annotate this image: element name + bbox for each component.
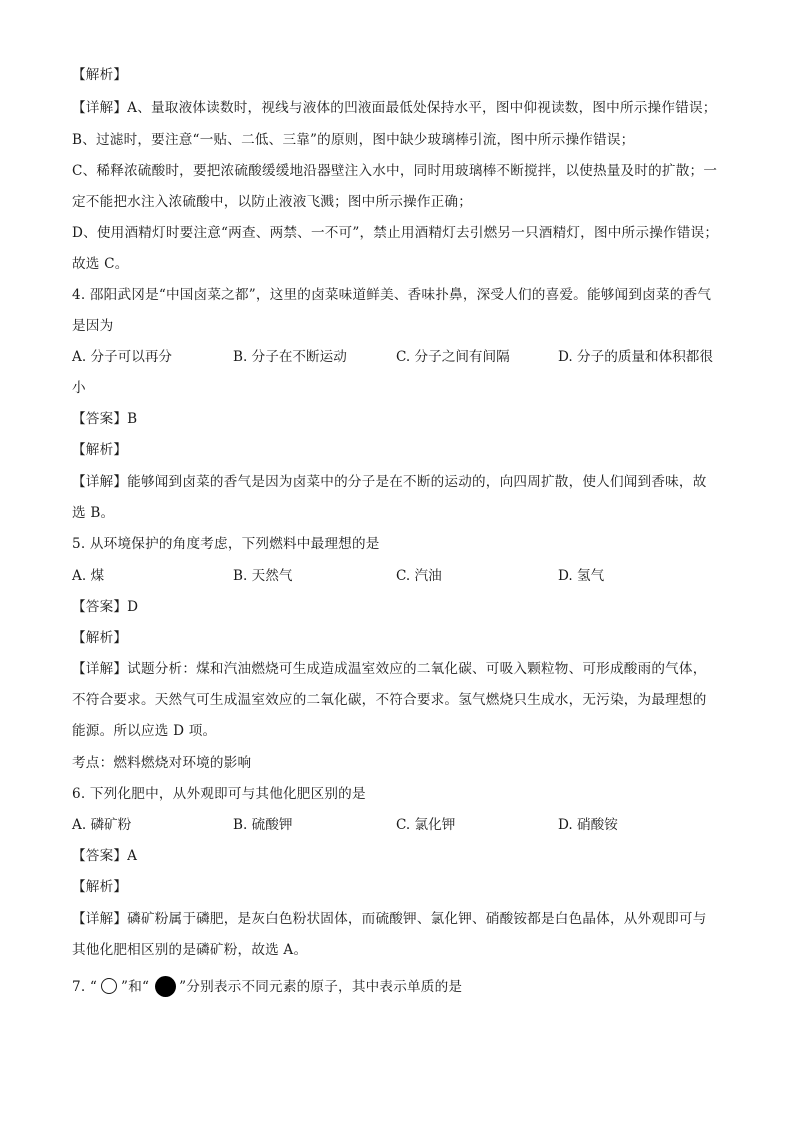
question-6-stem: 6. 下列化肥中，从外观即可与其他化肥区别的是 bbox=[72, 786, 366, 802]
answer-q4: 【答案】B bbox=[72, 411, 138, 427]
q5-option-a: A. 煤 bbox=[72, 568, 105, 584]
answer-q6: 【答案】A bbox=[72, 848, 138, 864]
q5-option-c: C. 汽油 bbox=[396, 568, 442, 584]
detail-q5-cont1: 不符合要求。天然气可生成温室效应的二氧化碳，不符合要求。氢气燃烧只生成水，无污染，为最理想的 bbox=[72, 692, 707, 708]
q7-prefix: 7. “ bbox=[72, 979, 98, 995]
detail-q3-d: D、使用酒精灯时要注意“两查、两禁、一不可”，禁止用酒精灯去引燃另一只酒精灯，图中所示操作错误； bbox=[72, 225, 719, 241]
question-5-stem: 5. 从环境保护的角度考虑，下列燃料中最理想的是 bbox=[72, 536, 380, 552]
analysis-label-q3: 【解析】 bbox=[72, 67, 128, 83]
q4-option-d-cont: 小 bbox=[72, 380, 86, 396]
conclusion-q3: 故选 C。 bbox=[72, 256, 129, 272]
question-4-stem-cont: 是因为 bbox=[72, 318, 114, 334]
q6-option-c: C. 氯化钾 bbox=[396, 817, 456, 833]
q4-option-d: D. 分子的质量和体积都很 bbox=[558, 349, 713, 365]
detail-q3-a: 【详解】A、量取液体读数时，视线与液体的凹液面最低处保持水平，图中仰视读数，图中所示操作错误； bbox=[72, 100, 717, 116]
detail-q6-cont: 其他化肥相区别的是磷矿粉，故选 A。 bbox=[72, 942, 308, 958]
detail-q4: 【详解】能够闻到卤菜的香气是因为卤菜中的分子是在不断的运动的，向四周扩散，使人们闻到香味，故 bbox=[72, 474, 707, 490]
q6-option-a: A. 磷矿粉 bbox=[72, 817, 132, 833]
test-point-q5: 考点：燃料燃烧对环境的影响 bbox=[72, 755, 252, 771]
q4-option-b: B. 分子在不断运动 bbox=[233, 349, 347, 365]
detail-q3-c-cont: 定不能把水注入浓硫酸中，以防止液液飞溅；图中所示操作正确； bbox=[72, 194, 473, 210]
detail-q4-cont: 选 B。 bbox=[72, 505, 115, 521]
question-4-stem: 4. 邵阳武冈是“中国卤菜之都”，这里的卤菜味道鲜美、香味扑鼻，深受人们的喜爱。能够闻到卤菜的香气 bbox=[72, 287, 712, 303]
detail-q5-cont2: 能源。所以应选 D 项。 bbox=[72, 723, 217, 739]
hollow-circle-atom-icon bbox=[101, 978, 117, 994]
detail-q6: 【详解】磷矿粉属于磷肥，是灰白色粉状固体，而硫酸钾、氯化钾、硝酸铵都是白色晶体，从外观即可与 bbox=[72, 911, 707, 927]
q5-option-b: B. 天然气 bbox=[233, 568, 293, 584]
analysis-label-q4: 【解析】 bbox=[72, 442, 128, 458]
analysis-label-q5: 【解析】 bbox=[72, 630, 128, 646]
answer-q5: 【答案】D bbox=[72, 599, 139, 615]
detail-q5: 【详解】试题分析：煤和汽油燃烧可生成造成温室效应的二氧化碳、可吸入颗粒物、可形成酸雨的气体， bbox=[72, 661, 707, 677]
analysis-label-q6: 【解析】 bbox=[72, 879, 128, 895]
q6-option-d: D. 硝酸铵 bbox=[558, 817, 618, 833]
q4-option-a: A. 分子可以再分 bbox=[72, 349, 173, 365]
q7-suffix: ”分别表示不同元素的原子，其中表示单质的是 bbox=[179, 979, 463, 995]
q6-option-b: B. 硫酸钾 bbox=[233, 817, 293, 833]
solid-circle-atom-icon bbox=[155, 976, 176, 997]
detail-q3-b: B、过滤时，要注意“一贴、二低、三靠”的原则，图中缺少玻璃棒引流，图中所示操作错误； bbox=[72, 132, 635, 148]
q4-option-c: C. 分子之间有间隔 bbox=[396, 349, 510, 365]
q5-option-d: D. 氢气 bbox=[558, 568, 605, 584]
q7-mid: ”和“ bbox=[121, 979, 150, 995]
question-7-stem bbox=[72, 976, 732, 997]
detail-q3-c: C、稀释浓硫酸时，要把浓硫酸缓缓地沿器壁注入水中，同时用玻璃棒不断搅拌，以使热量及时的扩散；一 bbox=[72, 163, 718, 179]
